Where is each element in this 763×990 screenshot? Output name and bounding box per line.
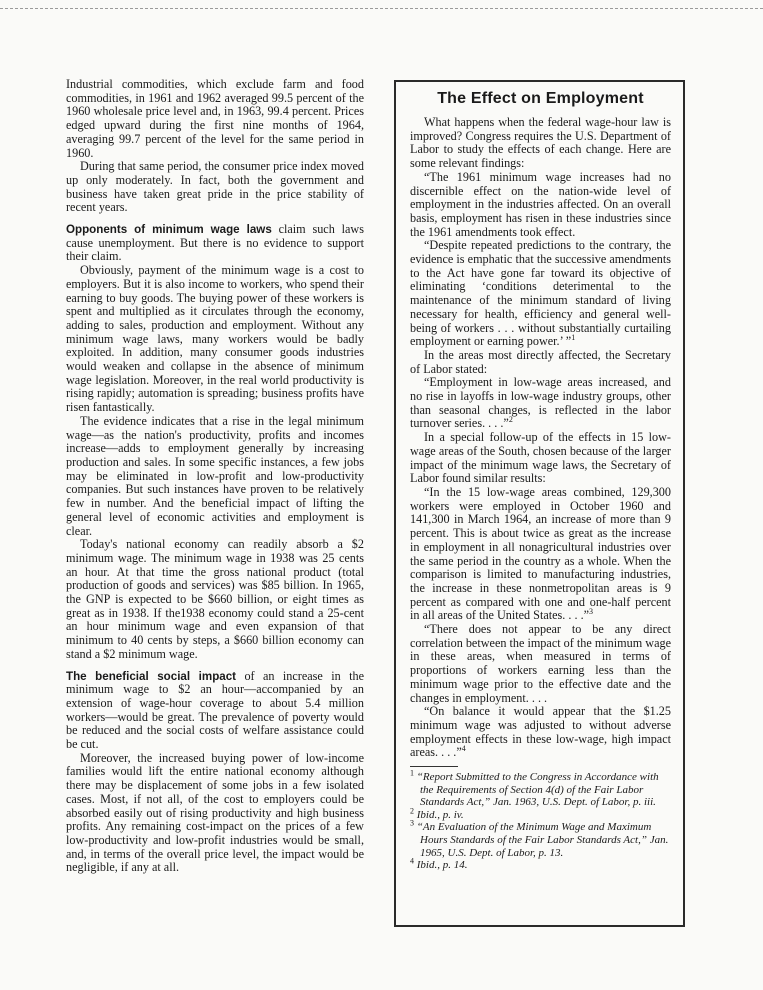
- footnote-number: 3: [410, 818, 414, 828]
- sidebar-paragraph-follow-up: In a special follow-up of the effects in 15 low-wage areas of the South, chosen because of the larger impact of the minimum wage laws, the Secretary of Labor found similar results:: [410, 430, 671, 486]
- sidebar-quote-15-areas: [410, 486, 671, 623]
- sidebar-quote-predictions: [410, 239, 671, 349]
- paragraph-cost-to-employers: Obviously, payment of the minimum wage is a cost to employers. But it is also income to workers, who spend their earning to buy goods. The buying power of these workers is spent and multiplied as it circulates through the economy, adding to sales, production and employment. Without any minimum wage laws, many workers would be badly exploited. In addition, many consumer goods industries would weaken and collapse in the absence of minimum wage legislation. Moreover, in the real world productivity is rising rapidly; automation is spreading; business profits have risen fantastically.: [66, 263, 364, 415]
- sidebar-quote-on-balance-text: “On balance it would appear that the $1.25 minimum wage was adjusted to without adverse employment effects in these low-wage, high impact areas. . . .”: [410, 704, 671, 760]
- footnote-text: “Report Submitted to the Congress in Accordance with the Requirements of Section 4(d) of the Fair Labor Standards Act,” Jan. 1963, U.S. Dept. of Labor, p. iii.: [416, 771, 659, 809]
- sidebar-title: The Effect on Employment: [437, 90, 644, 107]
- sidebar-body: [410, 116, 671, 760]
- paragraph-social-impact: [66, 670, 364, 752]
- run-in-heading-opponents: Opponents of minimum wage laws: [66, 223, 272, 237]
- sidebar-quote-1961: “The 1961 minimum wage increases had no discernible effect on the nation-wide level of employment in the industries affected. On an overall basis, employment has risen in these industries since the 1961 amendments took effect.: [410, 169, 671, 239]
- footnotes-list: [410, 768, 671, 872]
- run-in-heading-social-impact: The beneficial social impact: [66, 669, 237, 683]
- page-top-dashed-rule: [0, 8, 763, 9]
- sidebar-quote-predictions-text: “Despite repeated predictions to the contrary, the evidence is emphatic that the successive amendments to the Act have gone far toward its objective of eliminating ‘conditions deterimental to the maintenance of the minimum standard of living necessary for health, efficiency and general well-being of workers . . . without substantially curtailing employment or earning power.’ ”: [410, 238, 671, 349]
- sidebar-quote-correlation: “There does not appear to be any direct correlation between the impact of the minimum wage in these areas, when measured in terms of proportions of workers earning less than the minimum wage prior to the effective date and the changes in employment. . . .: [410, 622, 671, 705]
- footnote-text: “An Evaluation of the Minimum Wage and Maximum Hours Standards of the Fair Labor Standards Act,” Jan. 1965, U.S. Dept. of Labor, p. 13.: [416, 821, 669, 859]
- sidebar-paragraph-intro: What happens when the federal wage-hour law is improved? Congress requires the U.S. Department of Labor to study the effects of each change. Here are some relevant findings:: [410, 115, 671, 171]
- footnote-ref-4: 4: [461, 744, 466, 754]
- footnote-ref-3: 3: [589, 607, 594, 617]
- paragraph-opponents-body: claim such laws cause unemployment. But there is no evidence to support their claim.: [66, 222, 364, 264]
- left-text-column: [66, 78, 364, 875]
- paragraph-opponents: [66, 223, 364, 264]
- footnote-ref-2: 2: [508, 415, 513, 425]
- paragraph-commodity-prices: Industrial commodities, which exclude farm and food commodities, in 1961 and 1962 averaged 99.5 percent of the 1960 wholesale price level and, in 1963, 99.4 percent. Prices edged upward during the first nine months of 1964, averaging 99.7 percent of the level for the same period in 1960.: [66, 77, 364, 160]
- footnote-text: Ibid., p. iv.: [416, 808, 464, 821]
- paragraph-national-economy: Today's national economy can readily absorb a $2 minimum wage. The minimum wage in 1938 was 25 cents an hour. At that time the gross national product (total production of goods and services) was $85 billion. In 1965, the GNP is expected to be $660 billion, or eight times as great as in 1938. If the1938 economy could stand a 25-cent an hour minimum wage and even expansion of that minimum to 40 cents by steps, a $660 billion economy can stand a $2 minimum wage.: [66, 537, 364, 661]
- footnote-item: [410, 806, 671, 822]
- footnote-number: 4: [410, 856, 414, 866]
- sidebar-content: [410, 90, 671, 872]
- footnote-text: Ibid., p. 14.: [416, 859, 468, 872]
- sidebar-box: [394, 80, 685, 927]
- sidebar-quote-on-balance: [410, 705, 671, 760]
- footnote-ref-1: 1: [571, 333, 576, 343]
- sidebar-quote-15-areas-text: “In the 15 low-wage areas combined, 129,300 workers were employed in October 1960 and 141,300 in March 1964, an increase of more than 9 percent. This is about twice as great as the increase in employment in all nonagricultural industries over the same period in the country as a whole. When the comparison is limited to manufacturing industries, the increase in these nonmetropolitan areas is 9 percent as compared with one and one-half percent in all areas of the United States. . . .”: [410, 484, 671, 623]
- footnote-number: 2: [410, 806, 414, 816]
- footnote-item: [410, 818, 671, 859]
- sidebar-paragraph-secretary: In the areas most directly affected, the Secretary of Labor stated:: [410, 347, 671, 376]
- footnote-number: 1: [410, 768, 414, 778]
- paragraph-consumer-price-index: During that same period, the consumer price index moved up only moderately. In fact, both the government and business have taken great pride in the price stability of recent years.: [66, 159, 364, 215]
- paragraph-social-impact-body: of an increase in the minimum wage to $2 an hour—accompanied by an extension of wage-hour coverage to about 5.4 million workers—would be great. The prevalence of poverty would be reduced and the social costs of welfare assistance could be cut.: [66, 668, 364, 752]
- footnote-item: [410, 768, 671, 809]
- paragraph-buying-power: Moreover, the increased buying power of low-income families would lift the entire national economy although there may be displacement of some jobs in a few isolated cases. Most, if not all, of the cost to employers could be absorbed easily out of rising productivity and high business profits. Any remaining cost-impact on the prices of a few low-productivity and low-profit industries would be small, and, in terms of the overall price level, the impact would be negligible, if any at all.: [66, 750, 364, 875]
- footnote-item: [410, 856, 671, 872]
- sidebar-quote-low-wage: [410, 376, 671, 431]
- footnote-divider: [410, 766, 458, 767]
- paragraph-evidence: The evidence indicates that a rise in the legal minimum wage—as the nation's productivity, profits and incomes increase—adds to employment generally by increasing production and sales. In some specific instances, a few jobs may be eliminated in low-profit and low-productivity companies. But such instances have proven to be relatively few in number. And the beneficial impact of lifting the general level of economic activities and employment is clear.: [66, 413, 364, 538]
- sidebar-quote-low-wage-text: “Employment in low-wage areas increased, and no rise in layoffs in low-wage industry groups, other than seasonal changes, is reflected in the labor turnover series. . . .”: [410, 375, 671, 431]
